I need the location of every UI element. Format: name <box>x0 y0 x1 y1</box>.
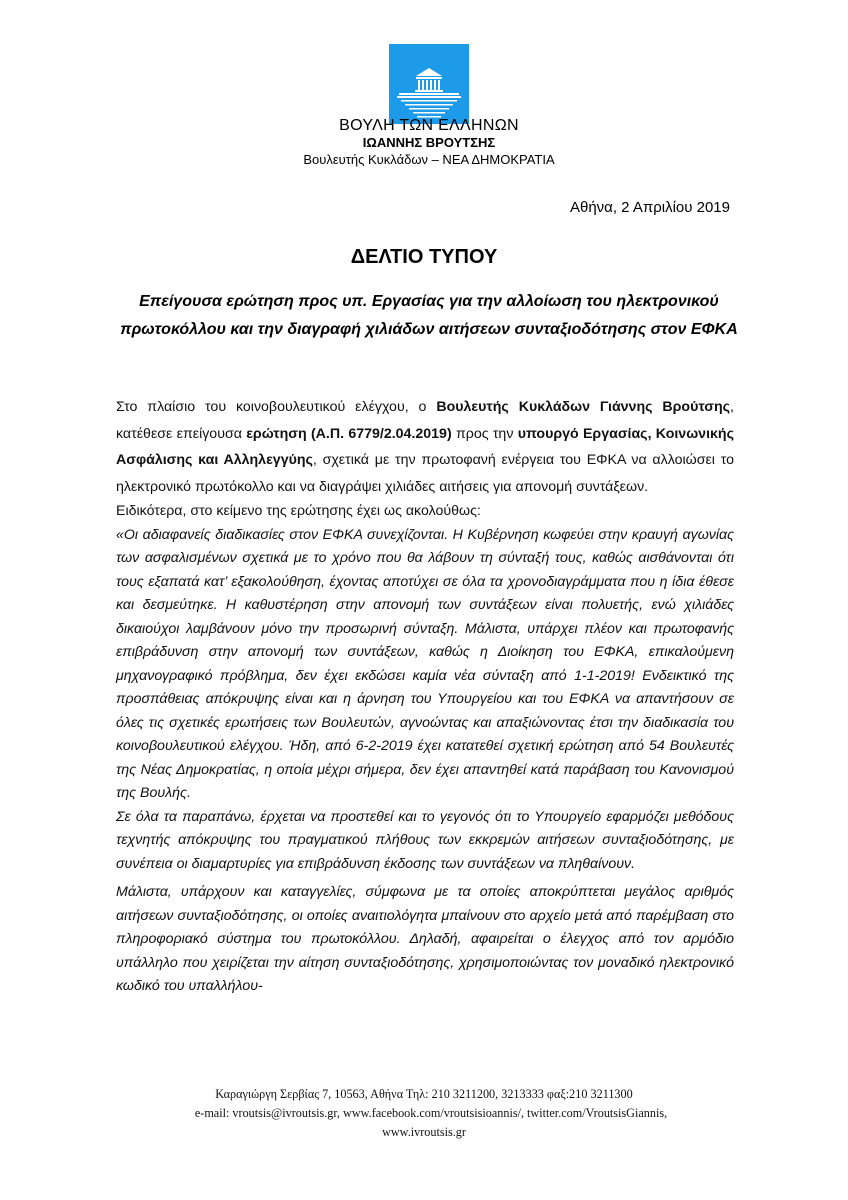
mp-role: Βουλευτής Κυκλάδων – ΝΕΑ ΔΗΜΟΚΡΑΤΙΑ <box>303 152 555 167</box>
intro-bold-mp: Βουλευτής Κυκλάδων Γιάννης Βρούτσης <box>436 399 731 415</box>
lead-in-line: Ειδικότερα, στο κείμενο της ερώτησης έχει ως ακολούθως: <box>116 503 481 519</box>
mp-name: ΙΩΑΝΝΗΣ ΒΡΟΥΤΣΗΣ <box>362 135 496 150</box>
intro-bold-ministry: υπουργό Εργασίας, Κοινωνικής Ασφάλισης και Αλληλεγγύης <box>116 425 734 468</box>
footer-website: www.ivroutsis.gr <box>382 1125 466 1139</box>
document-body <box>116 394 734 999</box>
document-title: ΔΕΛΤΙΟ ΤΥΠΟΥ <box>350 246 498 268</box>
quote-paragraph-2: Σε όλα τα παραπάνω, έρχεται να προστεθεί και το γεγονός ότι το Υπουργείο εφαρμόζει μεθόδους τεχνητής απόκρυψης του πραγματικού πλήθους των εκκρεμών αιτήσεων συνταξιοδότησης, με συνέπεια οι διαμαρτυρίες για επιβράδυνση έκδοσης των συντάξεων να πληθαίνουν. <box>116 808 734 872</box>
footer-address: Καραγιώργη Σερβίας 7, 10563, Αθήνα Τηλ: 210 3211200, 3213333 φαξ:210 3211300 <box>215 1087 633 1101</box>
footer-contacts: e-mail: vroutsis@ivroutsis.gr, www.facebook.com/vroutsisioannis/, twitter.com/VroutsisGiannis, <box>194 1106 668 1120</box>
quote-paragraph-3: Μάλιστα, υπάρχουν και καταγγελίες, σύμφωνα με τα οποίες αποκρύπτεται μεγάλος αριθμός αιτήσεων συνταξιοδότησης, οι οποίες αναιτιολόγητα μπαίνουν στο αρχείο μετά από παρέμβαση στο πληροφοριακό σύστημα του πρωτοκόλλου. Δηλαδή, αφαιρείται ο έλεγχος από τον αρμόδιο υπάλληλο που χειρίζεται την αίτηση συνταξιοδότησης, χρησιμοποιώντας τον μοναδικό ηλεκτρονικό κωδικό του υπαλλήλου- <box>116 884 734 994</box>
parliament-building-icon <box>389 44 469 124</box>
intro-text-1: Στο πλαίσιο του κοινοβουλευτικού ελέγχου, ο <box>116 399 437 415</box>
footer <box>0 1085 848 1142</box>
intro-paragraph <box>116 394 734 500</box>
intro-bold-question: ερώτηση (Α.Π. 6779/2.04.2019) <box>246 425 452 442</box>
letterhead <box>0 117 848 168</box>
date-line: Αθήνα, 2 Απριλίου 2019 <box>569 199 730 216</box>
intro-text-3: προς την <box>451 425 518 442</box>
quote-paragraph-1: «Οι αδιαφανείς διαδικασίες στον ΕΦΚΑ συνεχίζονται. Η Κυβέρνηση κωφεύει στην κραυγή αγωνίας των ασφαλισμένων σχετικά με το χρόνο που θα λάβουν τη σύνταξή τους, καθώς αισθάνονται ότι τους εξαπατά κατ’ εξακολούθηση, έχοντας αποτύχει σε όλα τα χρονοδιαγράμματα που η ίδια έθεσε και δεσμεύτηκε. Η καθυστέρηση στην απονομή των συντάξεων είναι πολυετής, ενώ χιλιάδες δικαιούχοι λαμβάνουν μόνο την προσωρινή σύνταξη. Μάλιστα, υπάρχει πλέον και πρωτοφανής επιβράδυνση στην απονομή των συντάξεων, καθώς η Διοίκηση του ΕΦΚΑ, επικαλούμενη μηχανογραφικό πρόβλημα, δεν έχει εκδώσει καμία νέα σύνταξη από 1-1-2019! Ενδεικτικό της προσπάθειας απόκρυψης είναι και η άρνηση του Υπουργείου και του ΕΦΚΑ να απαντήσουν σε όλες τις σχετικές ερωτήσεις των Βουλευτών, αγνοώντας και απαξιώνοντας έτσι την διαδικασία του κοινοβουλευτικού ελέγχου. Ήδη, από 6-2-2019 έχει κατατεθεί σχετική ερώτηση από 54 Βουλευτές της Νέας Δημοκρατίας, η οποία μέχρι σήμερα, δεν έχει απαντηθεί κατά παράβαση του Κανονισμού της Βουλής. <box>116 526 734 801</box>
parliament-name: ΒΟΥΛΗ ΤΩΝ ΕΛΛΗΝΩΝ <box>339 117 519 134</box>
intro-text-2: , κατέθεσε επείγουσα <box>116 399 734 442</box>
intro-text-4: , σχετικά με την πρωτοφανή ενέργεια του ΕΦΚΑ να αλλοιώσει το ηλεκτρονικό πρωτόκολλο και να διαγράψει χιλιάδες αιτήσεις για απονομή συντάξεων. <box>116 452 735 495</box>
document-subtitle: Επείγουσα ερώτηση προς υπ. Εργασίας για την αλλοίωση του ηλεκτρονικού πρωτοκόλλου και την διαγραφή χιλιάδων αιτήσεων συνταξιοδότησης στον ΕΦΚΑ <box>120 293 738 338</box>
